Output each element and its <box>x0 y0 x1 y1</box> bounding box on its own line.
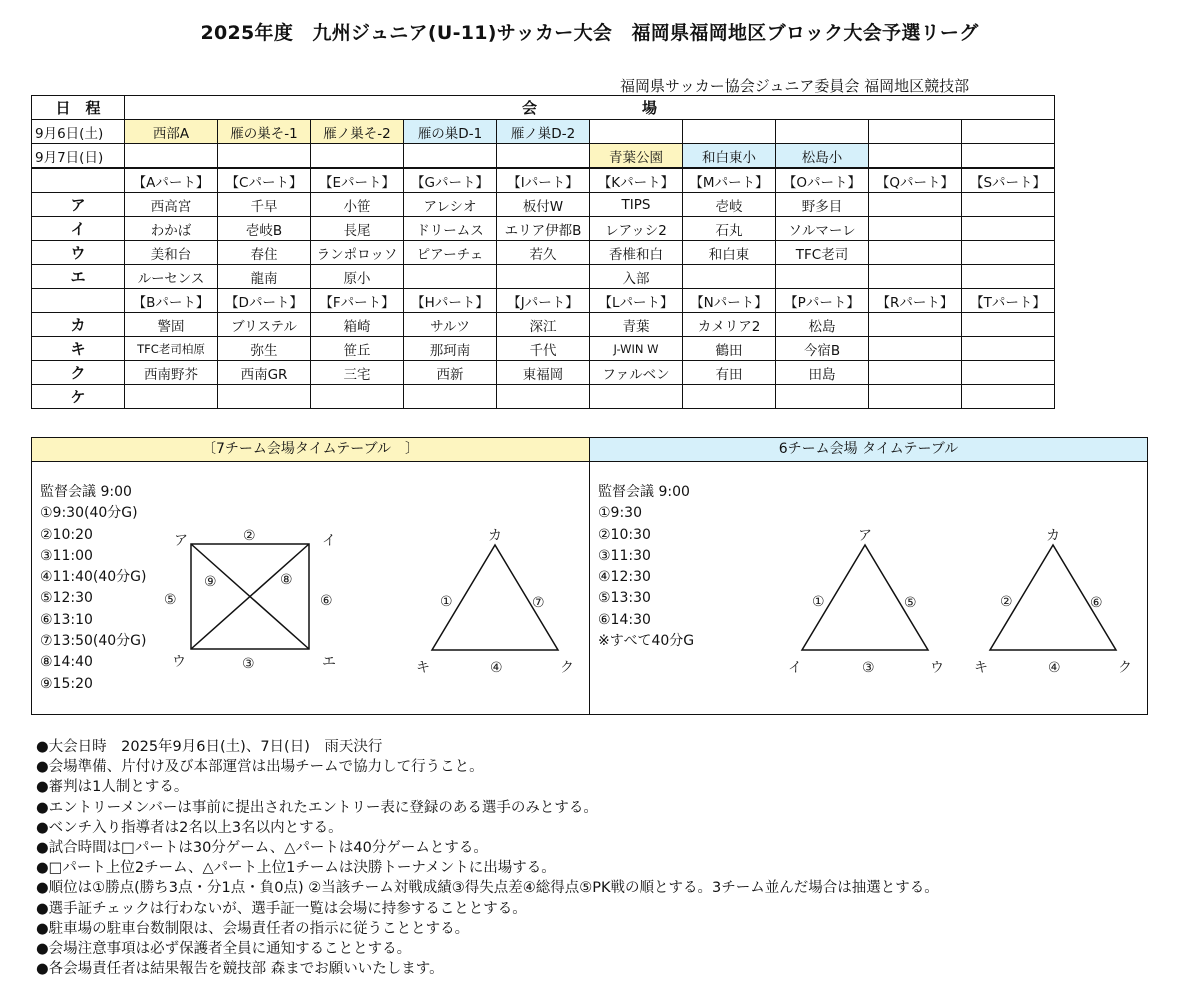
corner-label: カ <box>1046 528 1060 544</box>
corner-label: カ <box>488 528 502 544</box>
team-cell: 今宿B <box>776 337 869 361</box>
match-number: ③ <box>242 656 255 672</box>
match-number: ② <box>1000 594 1013 610</box>
part-label: 【Sパート】 <box>962 168 1055 193</box>
venue-cell: 雁ノ巣そ-2 <box>311 120 404 144</box>
match-time: ⑤13:30 <box>598 590 651 607</box>
meeting-time: 監督会議 9:00 <box>598 484 690 500</box>
corner-label: ウ <box>930 660 944 676</box>
team-cell: 田島 <box>776 361 869 385</box>
note-item: ●試合時間は□パートは30分ゲーム、△パートは40分ゲームとする。 <box>36 840 488 857</box>
team-cell <box>869 241 962 265</box>
match-number: ⑦ <box>532 595 545 611</box>
team-row <box>32 241 1055 265</box>
part-label: 【Iパート】 <box>497 168 590 193</box>
venue-cell <box>962 144 1055 169</box>
team-cell: 那珂南 <box>404 337 497 361</box>
team-cell: 西新 <box>404 361 497 385</box>
team-cell <box>776 385 869 409</box>
team-cell: 石丸 <box>683 217 776 241</box>
venue-cell <box>311 144 404 169</box>
part-label: 【Kパート】 <box>590 168 683 193</box>
part-header-row <box>32 168 1055 193</box>
team-cell: 千代 <box>497 337 590 361</box>
schedule-day-row <box>32 120 1055 144</box>
team-cell: アレシオ <box>404 193 497 217</box>
team-cell <box>962 313 1055 337</box>
team-cell <box>869 337 962 361</box>
team-cell: サルツ <box>404 313 497 337</box>
venue-cell: 和白東小 <box>683 144 776 169</box>
team-cell <box>962 337 1055 361</box>
venue-cell <box>218 144 311 169</box>
team-cell: 板付W <box>497 193 590 217</box>
team-slot-label: ケ <box>32 385 125 409</box>
team-row <box>32 265 1055 289</box>
match-time: ④12:30 <box>598 569 651 586</box>
match-number: ② <box>243 528 256 544</box>
note-item: ●駐車場の駐車台数制限は、会場責任者の指示に従うこととする。 <box>36 920 470 937</box>
team-cell: ピアーチェ <box>404 241 497 265</box>
team-cell <box>404 265 497 289</box>
match-number: ① <box>440 594 453 610</box>
team-slot-label: エ <box>32 265 125 289</box>
meeting-time: 監督会議 9:00 <box>40 484 132 500</box>
square-match-diagram <box>160 520 350 680</box>
team-cell: ランポロッソ <box>311 241 404 265</box>
team-cell: 壱岐 <box>683 193 776 217</box>
venue-cell <box>683 120 776 144</box>
match-time: ④11:40(40分G) <box>40 569 147 586</box>
part-label: 【Tパート】 <box>962 289 1055 313</box>
team-cell: 東福岡 <box>497 361 590 385</box>
blank-cell <box>32 168 125 193</box>
match-number: ④ <box>1048 660 1061 676</box>
team-slot-label: ア <box>32 193 125 217</box>
corner-label: イ <box>788 660 802 676</box>
corner-label: ア <box>858 528 872 544</box>
seven-team-timetable <box>40 482 146 695</box>
triangle-match-diagram <box>410 520 580 680</box>
team-cell: TIPS <box>590 193 683 217</box>
match-number: ① <box>812 594 825 610</box>
team-cell: 野多目 <box>776 193 869 217</box>
team-cell: ファルベン <box>590 361 683 385</box>
team-slot-label: イ <box>32 217 125 241</box>
venue-cell: 雁の巣D-1 <box>404 120 497 144</box>
match-number: ⑥ <box>320 593 333 609</box>
match-number: ⑨ <box>204 574 217 590</box>
team-cell <box>311 385 404 409</box>
team-cell: 春住 <box>218 241 311 265</box>
venue-cell: 松島小 <box>776 144 869 169</box>
team-cell: エリア伊都B <box>497 217 590 241</box>
note-item: ●順位は①勝点(勝ち3点・分1点・負0点) ②当該チーム対戦成績③得失点差④総得点⑤PK戦の順とする。3チーム並んだ場合は抽選とする。 <box>36 880 939 897</box>
team-cell: 鶴田 <box>683 337 776 361</box>
schedule-table <box>31 95 1055 409</box>
team-cell <box>125 385 218 409</box>
note-item: ●ベンチ入り指導者は2名以上3名以内とする。 <box>36 819 343 836</box>
team-cell: 青葉 <box>590 313 683 337</box>
team-cell <box>590 385 683 409</box>
corner-label: ア <box>174 533 188 549</box>
part-label: 【Fパート】 <box>311 289 404 313</box>
venue-cell <box>869 120 962 144</box>
match-time: ⑨15:20 <box>40 675 93 692</box>
team-cell: レアッシ2 <box>590 217 683 241</box>
match-number: ③ <box>862 660 875 676</box>
date-header: 日 程 <box>32 96 125 120</box>
match-time: ②10:30 <box>598 526 651 543</box>
team-cell <box>962 265 1055 289</box>
match-time: ①9:30 <box>598 505 642 522</box>
team-cell: 三宅 <box>311 361 404 385</box>
team-cell: 和白東 <box>683 241 776 265</box>
team-cell: 西南野芥 <box>125 361 218 385</box>
match-time: ②10:20 <box>40 526 93 543</box>
corner-label: キ <box>974 660 988 676</box>
team-cell <box>218 385 311 409</box>
team-cell <box>962 241 1055 265</box>
part-label: 【Cパート】 <box>218 168 311 193</box>
team-cell <box>962 385 1055 409</box>
part-label: 【Dパート】 <box>218 289 311 313</box>
team-slot-label: カ <box>32 313 125 337</box>
match-time: ③11:00 <box>40 547 93 564</box>
team-cell: 箱崎 <box>311 313 404 337</box>
team-cell: 龍南 <box>218 265 311 289</box>
part-header-row <box>32 289 1055 313</box>
match-time: ③11:30 <box>598 547 651 564</box>
corner-label: ウ <box>172 654 186 670</box>
match-time: ⑥13:10 <box>40 611 93 628</box>
team-cell <box>497 265 590 289</box>
team-cell <box>869 265 962 289</box>
venue-cell: 雁ノ巣D-2 <box>497 120 590 144</box>
team-row <box>32 385 1055 409</box>
schedule-header-row <box>32 96 1055 120</box>
part-label: 【Nパート】 <box>683 289 776 313</box>
team-cell: 警固 <box>125 313 218 337</box>
team-cell: ドリームス <box>404 217 497 241</box>
organizer: 福岡県サッカー協会ジュニア委員会 福岡地区競技部 <box>620 77 970 95</box>
team-cell: 有田 <box>683 361 776 385</box>
team-slot-label: ク <box>32 361 125 385</box>
team-cell: 原小 <box>311 265 404 289</box>
match-number: ⑤ <box>904 595 917 611</box>
team-cell: 西高宮 <box>125 193 218 217</box>
team-cell <box>683 265 776 289</box>
part-label: 【Jパート】 <box>497 289 590 313</box>
team-cell <box>869 193 962 217</box>
team-cell <box>404 385 497 409</box>
team-slot-label: キ <box>32 337 125 361</box>
team-cell: J-WIN W <box>590 337 683 361</box>
venue-cell: 雁の巣そ-1 <box>218 120 311 144</box>
match-time: ①9:30(40分G) <box>40 505 138 522</box>
venue-cell <box>962 120 1055 144</box>
team-cell: 松島 <box>776 313 869 337</box>
match-number: ④ <box>490 660 503 676</box>
match-number: ⑧ <box>280 572 293 588</box>
corner-label: ク <box>1118 660 1132 676</box>
team-cell: 若久 <box>497 241 590 265</box>
match-time: ※すべて40分G <box>598 633 695 650</box>
venue-cell <box>497 144 590 169</box>
match-number: ⑤ <box>164 592 177 608</box>
venue-cell: 西部A <box>125 120 218 144</box>
team-row <box>32 193 1055 217</box>
team-cell: 西南GR <box>218 361 311 385</box>
team-cell: 香椎和白 <box>590 241 683 265</box>
team-cell <box>962 193 1055 217</box>
team-slot-label: ウ <box>32 241 125 265</box>
corner-label: キ <box>416 660 430 676</box>
note-item: ●会場準備、片付け及び本部運営は出場チームで協力して行うこと。 <box>36 759 484 776</box>
venue-cell <box>590 120 683 144</box>
team-row <box>32 361 1055 385</box>
team-cell: 笹丘 <box>311 337 404 361</box>
team-cell: 入部 <box>590 265 683 289</box>
team-row <box>32 217 1055 241</box>
team-cell: 壱岐B <box>218 217 311 241</box>
team-cell <box>962 361 1055 385</box>
part-label: 【Mパート】 <box>683 168 776 193</box>
match-time: ⑤12:30 <box>40 590 93 607</box>
part-label: 【Pパート】 <box>776 289 869 313</box>
triangle-match-diagram <box>968 520 1138 680</box>
note-item: ●審判は1人制とする。 <box>36 779 189 796</box>
seven-team-title: 〔7チーム会場タイムテーブル 〕 <box>32 438 589 462</box>
team-cell <box>683 385 776 409</box>
team-cell: ブリステル <box>218 313 311 337</box>
team-cell: カメリア2 <box>683 313 776 337</box>
match-number: ⑥ <box>1090 595 1103 611</box>
triangle-match-diagram <box>780 520 950 680</box>
six-team-timetable <box>598 482 694 652</box>
corner-label: エ <box>322 654 336 670</box>
team-cell: 深江 <box>497 313 590 337</box>
team-cell: TFC老司 <box>776 241 869 265</box>
note-item: ●□パート上位2チーム、△パート上位1チームは決勝トーナメントに出場する。 <box>36 860 556 877</box>
team-cell: 弥生 <box>218 337 311 361</box>
team-cell <box>869 217 962 241</box>
team-cell: 長尾 <box>311 217 404 241</box>
team-cell <box>869 361 962 385</box>
part-label: 【Bパート】 <box>125 289 218 313</box>
part-label: 【Aパート】 <box>125 168 218 193</box>
part-label: 【Oパート】 <box>776 168 869 193</box>
part-label: 【Lパート】 <box>590 289 683 313</box>
team-cell: ソルマーレ <box>776 217 869 241</box>
part-label: 【Gパート】 <box>404 168 497 193</box>
venue-cell <box>776 120 869 144</box>
day-label: 9月6日(土) <box>32 120 125 144</box>
day-label: 9月7日(日) <box>32 144 125 169</box>
note-item: ●会場注意事項は必ず保護者全員に通知することとする。 <box>36 941 412 958</box>
team-cell: 美和台 <box>125 241 218 265</box>
team-cell <box>776 265 869 289</box>
note-item: ●エントリーメンバーは事前に提出されたエントリー表に登録のある選手のみとする。 <box>36 799 598 816</box>
note-item: ●大会日時 2025年9月6日(土)、7日(日) 雨天決行 <box>36 739 383 755</box>
team-cell <box>497 385 590 409</box>
team-cell: 千早 <box>218 193 311 217</box>
venue-cell <box>125 144 218 169</box>
corner-label: ク <box>560 660 574 676</box>
note-item: ●各会場責任者は結果報告を競技部 森までお願いいたします。 <box>36 961 444 978</box>
schedule-day-row <box>32 144 1055 169</box>
venue-cell <box>404 144 497 169</box>
note-item: ●選手証チェックは行わないが、選手証一覧は会場に持参することとする。 <box>36 900 527 917</box>
team-row <box>32 337 1055 361</box>
team-cell <box>962 217 1055 241</box>
team-cell <box>869 385 962 409</box>
six-team-title: 6チーム会場 タイムテーブル <box>590 438 1147 462</box>
part-label: 【Hパート】 <box>404 289 497 313</box>
team-cell: TFC老司柏原 <box>125 337 218 361</box>
part-label: 【Eパート】 <box>311 168 404 193</box>
part-label: 【Rパート】 <box>869 289 962 313</box>
corner-label: イ <box>322 533 336 549</box>
match-time: ⑦13:50(40分G) <box>40 633 147 650</box>
match-time: ⑥14:30 <box>598 611 651 628</box>
page-title: 2025年度 九州ジュニア(U-11)サッカー大会 福岡県福岡地区ブロック大会予選リーグ <box>200 22 979 44</box>
venue-header: 会 場 <box>125 96 1055 120</box>
part-label: 【Qパート】 <box>869 168 962 193</box>
team-row <box>32 313 1055 337</box>
match-time: ⑧14:40 <box>40 654 93 671</box>
venue-cell: 青葉公園 <box>590 144 683 169</box>
notes-list <box>36 737 939 979</box>
team-cell: ルーセンス <box>125 265 218 289</box>
team-cell: 小笹 <box>311 193 404 217</box>
team-cell <box>869 313 962 337</box>
blank-cell <box>32 289 125 313</box>
team-cell: わかば <box>125 217 218 241</box>
venue-cell <box>869 144 962 169</box>
